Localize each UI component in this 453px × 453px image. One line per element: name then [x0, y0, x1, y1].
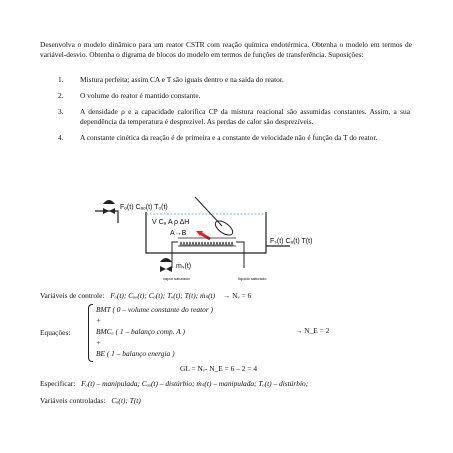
steam-label: ṁₛ(t)	[176, 263, 192, 270]
item-number: 1.	[58, 75, 64, 84]
inlet-valve	[103, 200, 115, 214]
steam-valve	[160, 258, 172, 272]
item-number: 2.	[58, 91, 64, 100]
specify-expr: Fₒ(t) – manipulada; Cₐₒ(t) – distúrbio; ṁₛ(t) – manipulada; Tₒ(t) – distúrbio;	[81, 379, 309, 388]
degrees-of-freedom: GL = Nᵥ- N_E = 6 – 2 = 4	[180, 364, 258, 373]
control-vars-expr: Fₒ(t); Cₐₒ(t); Cₐ(t); Tₒ(t); T(t); ṁₛ(t)	[110, 291, 216, 300]
item-number: 3.	[58, 107, 64, 116]
condensate-caption: líquido saturado	[238, 276, 267, 281]
controlled-expr: Cₐ(t); T(t)	[111, 396, 141, 405]
equation-plus: +	[96, 316, 101, 325]
equation-plus: +	[96, 338, 101, 347]
stirrer-blade	[213, 218, 235, 238]
equations-brace	[88, 304, 93, 362]
equations-result: → N_E = 2	[295, 326, 330, 335]
item-text: A constante cinética da reação é de primeira e a constante de velocidade não é função da T do reator.	[80, 133, 378, 142]
equation-line: BE ( 1 – balanço energia )	[96, 349, 175, 358]
equation-line: BMT ( 0 – volume constante do reator )	[96, 305, 214, 314]
outlet-label: Fₛ(t) Cₐ(t) T(t)	[270, 238, 313, 245]
steam-in-caption: vapor saturado	[163, 276, 190, 281]
specify-line	[40, 379, 308, 389]
item-number: 4.	[58, 133, 64, 142]
specify-label: Especificar:	[40, 379, 76, 388]
equation-line: BMCₐ ( 1 – balanço comp. A )	[96, 327, 185, 336]
control-vars-label: Variáveis de controle:	[40, 291, 105, 300]
inlet-label: Fₒ(t) Cₐₒ(t) Tₒ(t)	[120, 204, 168, 211]
item-text: O volume do reator é mantido constante.	[80, 91, 201, 100]
tank-label: V Cₐ A ρ ΔH	[152, 219, 190, 226]
equations-list	[96, 304, 213, 359]
equations-label: Equações:	[40, 328, 71, 337]
control-vars-result: → Nᵥ = 6	[222, 291, 252, 300]
intro-paragraph: Desenvolva o modelo dinâmico para um reator CSTR com reação química endotérmica. Obtenha o modelo em termos de variável-desvio. Obtenha o digrama de blocos do modelo em termos de funções de transferência. Suposições:	[40, 40, 412, 59]
reaction-label: A→B	[170, 230, 187, 237]
control-variables-line	[40, 291, 251, 301]
stirrer-shaft	[195, 197, 222, 226]
controlled-variables-line	[40, 396, 141, 406]
item-text: Mistura perfeita; assim CA e T são iguais dentro e na saída do reator.	[80, 75, 284, 84]
item-text: A densidade ρ e a capacidade calorífica CP da mistura reacional são assumidas constantes. Assim, a sua dependência da temperatura é desprezível. As perdas de calor são desprezíveis.	[80, 107, 410, 126]
heating-coil	[178, 238, 236, 246]
controlled-label: Variáveis controladas:	[40, 396, 106, 405]
